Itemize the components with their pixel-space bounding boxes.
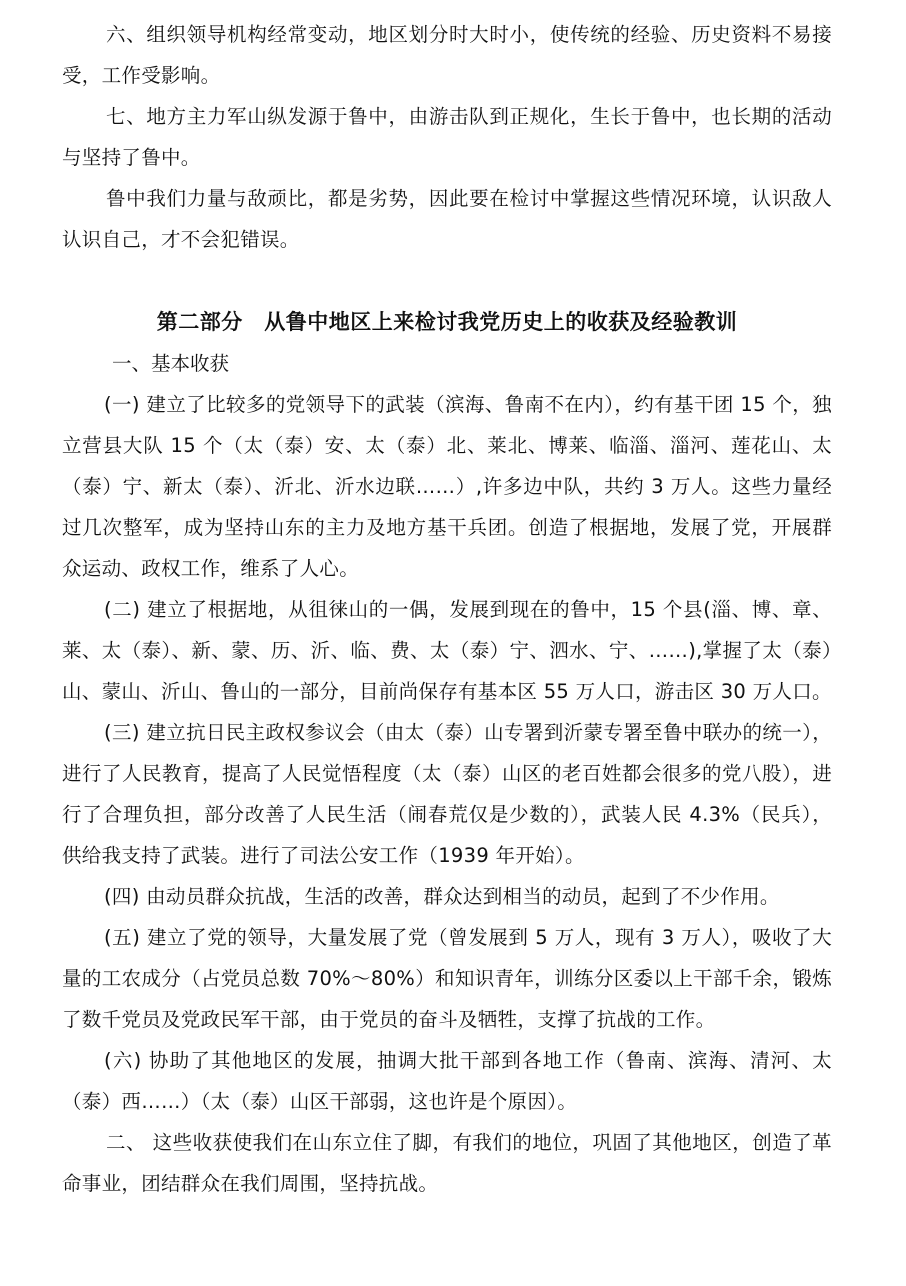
item-five-party-leadership: (五) 建立了党的领导，大量发展了党（曾发展到 5 万人，现有 3 万人），吸收了大量的工农成分（占党员总数 70%～80%）和知识青年，训练分区委以上干部千余，锻炼了数千党员及党政民军干部，由于党员的奋斗及牺牲，支撑了抗战的工作。 (62, 926, 832, 1031)
document-page (62, 14, 832, 1204)
item-two-base-areas: (二) 建立了根据地，从徂徕山的一偶，发展到现在的鲁中，15 个县(淄、博、章、莱、太（泰）、新、蒙、历、沂、临、费、太（泰）宁、泗水、宁、……),掌握了太（泰）山、蒙山、沂山、鲁山的一部分，目前尚保存有基本区 55 万人口，游击区 30 万人口。 (62, 598, 832, 703)
item-six-other-regions: (六) 协助了其他地区的发展，抽调大批干部到各地工作（鲁南、滨海、清河、太（泰）西……）（太（泰）山区干部弱，这也许是个原因）。 (62, 1049, 832, 1113)
item-three-government: (三) 建立抗日民主政权参议会（由太（泰）山专署到沂蒙专署至鲁中联办的统一），进行了人民教育，提高了人民觉悟程度（太（泰）山区的老百姓都会很多的党八股），进行了合理负担，部分改善了人民生活（闹春荒仅是少数的），武装人民 4.3%（民兵），供给我支持了武装。进行了司法公安工作（1939 年开始）。 (62, 721, 832, 867)
item-four-mobilization: (四) 由动员群众抗战，生活的改善，群众达到相当的动员，起到了不少作用。 (104, 885, 780, 908)
section-spacer (62, 260, 832, 300)
paragraph-six: 六、组织领导机构经常变动，地区划分时大时小，使传统的经验、历史资料不易接受，工作受影响。 (62, 23, 832, 87)
item-one-armed-forces: (一) 建立了比较多的党领导下的武装（滨海、鲁南不在内），约有基干团 15 个，独立营县大队 15 个（太（泰）安、太（泰）北、莱北、博莱、临淄、淄河、莲花山、太（泰）宁、新太（泰）、沂北、沂水边联……）,许多边中队，共约 3 万人。这些力量经过几次整军，成为坚持山东的主力及地方基干兵团。创造了根据地，发展了党，开展群众运动、政权工作，维系了人心。 (62, 393, 832, 580)
section-title: 第二部分 从鲁中地区上来检讨我党历史上的收获及经验教训 (156, 310, 738, 334)
subheading-basic-gains: 一、基本收获 (112, 352, 230, 375)
paragraph-seven: 七、地方主力军山纵发源于鲁中，由游击队到正规化，生长于鲁中，也长期的活动与坚持了鲁中。 (62, 105, 832, 169)
paragraph-luzhong-summary: 鲁中我们力量与敌顽比，都是劣势，因此要在检讨中掌握这些情况环境，认识敌人认识自己，才不会犯错误。 (62, 187, 832, 251)
closing-paragraph: 二、 这些收获使我们在山东立住了脚，有我们的地位，巩固了其他地区，创造了革命事业，团结群众在我们周围，坚持抗战。 (62, 1131, 832, 1195)
